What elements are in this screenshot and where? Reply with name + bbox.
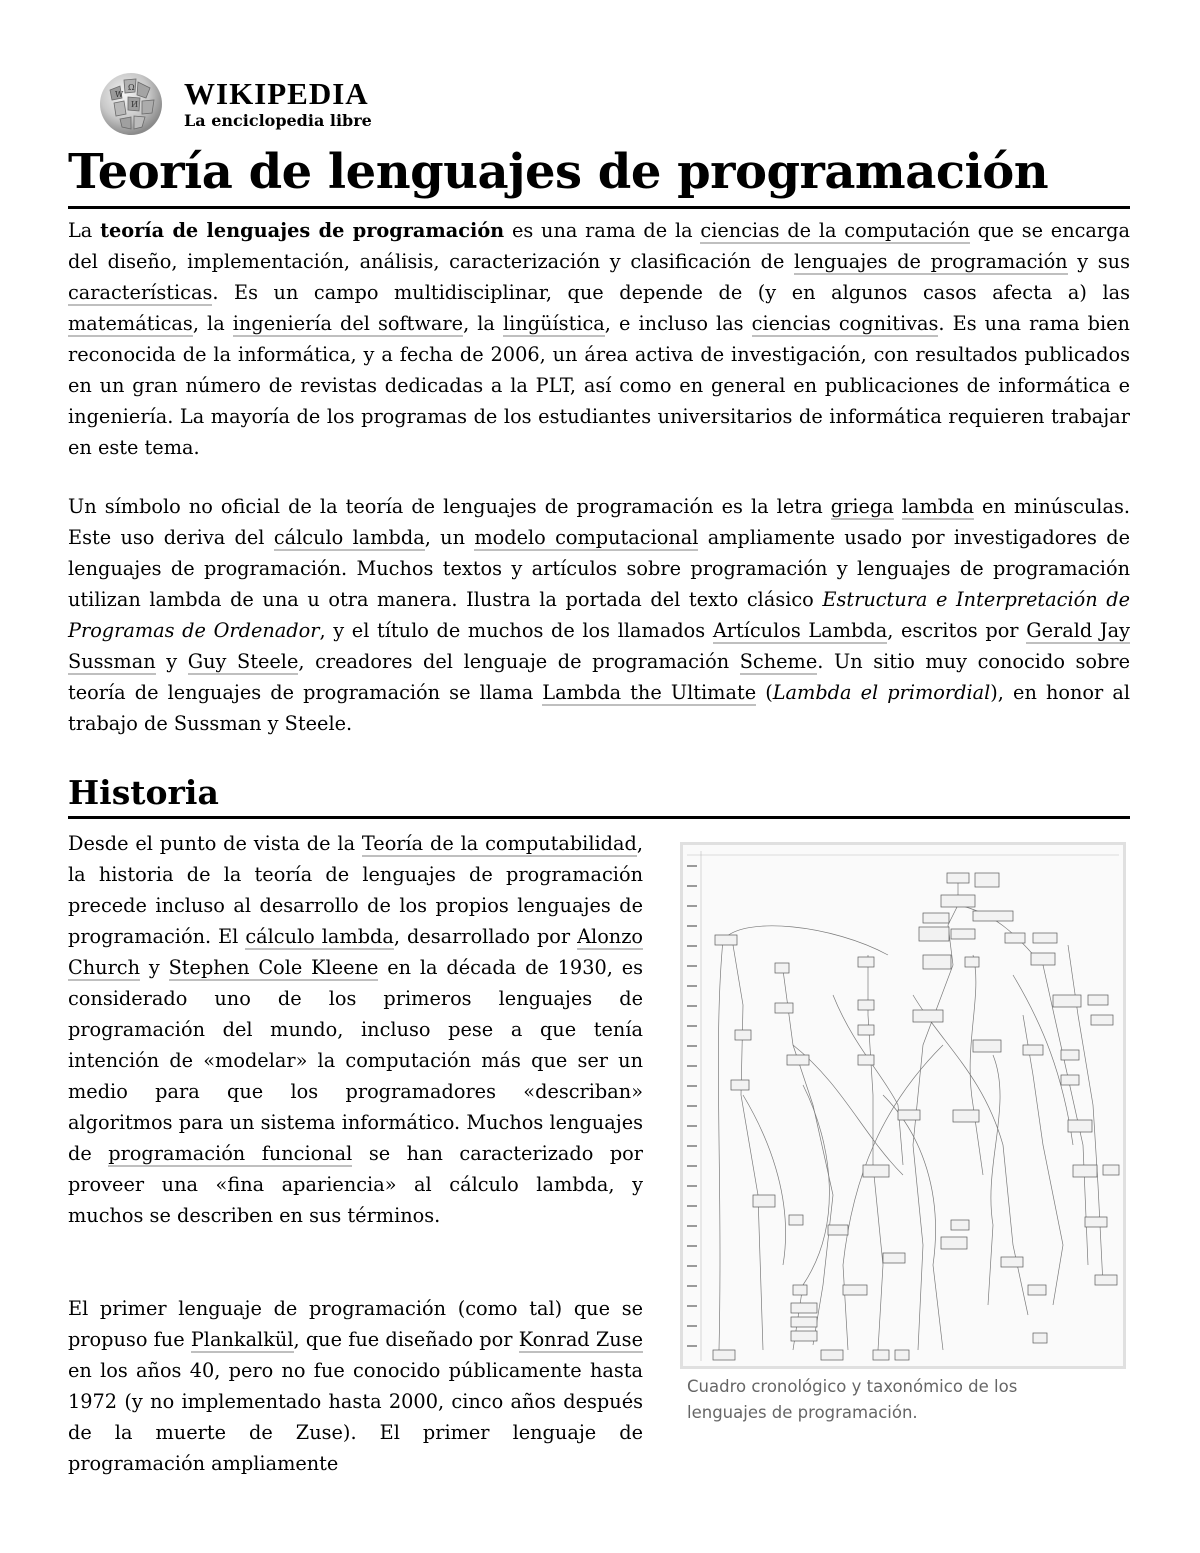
link-konrad-zuse[interactable]: Konrad Zuse bbox=[518, 1328, 643, 1351]
brand bbox=[184, 78, 372, 132]
text-run: , la bbox=[463, 312, 503, 335]
book-title: Estructura e Interpretación de Programas de Ordenador bbox=[68, 588, 1130, 642]
intro-paragraph bbox=[68, 215, 1130, 463]
text-run: , la historia de la teoría de lenguajes de programación precede incluso al desarrollo de los propios lenguajes de programación. El bbox=[68, 832, 643, 948]
text-run: y bbox=[155, 650, 188, 673]
text-run: en los años 40, pero no fue conocido públicamente hasta 1972 (y no implementado hasta 2000, cinco años después de la muerte de Zuse). El primer lenguaje de programación ampliamente bbox=[68, 1359, 643, 1475]
link-alonzo-church[interactable]: Alonzo Church bbox=[68, 925, 643, 979]
link-scheme[interactable]: Scheme bbox=[739, 650, 818, 673]
text-run: Un símbolo no oficial de la teoría de lenguajes de programación es la letra bbox=[68, 495, 831, 518]
link-calculo-lambda[interactable]: cálculo lambda bbox=[273, 526, 425, 549]
page-title: Teoría de lenguajes de programación bbox=[68, 140, 1130, 209]
link-programacion-funcional[interactable]: programación funcional bbox=[108, 1142, 353, 1165]
text-run: , escritos por bbox=[887, 619, 1027, 642]
text-run: ( bbox=[756, 681, 773, 704]
text-run: y bbox=[140, 956, 169, 979]
link-griega[interactable]: griega bbox=[830, 495, 894, 518]
link-lenguajes-programacion[interactable]: lenguajes de programación bbox=[794, 250, 1068, 273]
text-run: se han caracterizado por proveer una «fina apariencia» al cálculo lambda, y muchos se describen en sus términos. bbox=[68, 1142, 644, 1227]
link-articulos-lambda[interactable]: Artículos Lambda bbox=[712, 619, 888, 642]
link-guy-steele[interactable]: Guy Steele bbox=[187, 650, 299, 673]
link-ciencias-computacion[interactable]: ciencias de la computación bbox=[700, 219, 970, 242]
svg-text:Ω: Ω bbox=[128, 83, 135, 92]
text-run: , creadores del lenguaje de programación bbox=[298, 650, 740, 673]
brand-name[interactable]: WIKIPEDIA bbox=[184, 76, 369, 111]
link-modelo-computacional[interactable]: modelo computacional bbox=[474, 526, 699, 549]
svg-text:W: W bbox=[115, 90, 124, 99]
text-run: ampliamente usado por investigadores de lenguajes de programación. Muchos textos y artículos sobre programación y lenguajes de programación utilizan lambda de una u otra manera. Ilustra la portada del texto clásico bbox=[68, 526, 1130, 611]
italic-translation: Lambda el primordial bbox=[772, 681, 991, 704]
text-run: , la bbox=[192, 312, 233, 335]
link-caracteristicas[interactable]: características bbox=[68, 281, 213, 304]
link-teoria-computabilidad[interactable]: Teoría de la computabilidad bbox=[361, 832, 637, 855]
link-linguistica[interactable]: lingüística bbox=[503, 312, 605, 335]
link-plankalkul[interactable]: Plankalkül bbox=[190, 1328, 294, 1351]
text-run: . Un sitio muy conocido sobre teoría de lenguajes de programación se llama bbox=[68, 650, 1130, 704]
link-lambda-the-ultimate[interactable]: Lambda the Ultimate bbox=[542, 681, 757, 704]
chronology-diagram bbox=[683, 845, 1123, 1366]
text-run: . Es una rama bien reconocida de la informática, y a fecha de 2006, un área activa de investigación, con resultados publicados en un gran número de revistas dedicadas a la PLT, así como en general en publicaciones de informática e ingeniería. La mayoría de los programas de los estudiantes universitarios de informática requieren trabajar en este tema. bbox=[68, 312, 1130, 459]
section-heading-historia: Historia bbox=[68, 770, 1130, 819]
link-matematicas[interactable]: matemáticas bbox=[68, 312, 193, 335]
language-chronology-figure[interactable] bbox=[680, 842, 1126, 1369]
historia-paragraph-2 bbox=[68, 1293, 643, 1479]
bold-term: teoría de lenguajes de programación bbox=[100, 219, 505, 242]
text-run: Desde el punto de vista de la bbox=[68, 832, 362, 855]
link-ciencias-cognitivas[interactable]: ciencias cognitivas bbox=[751, 312, 939, 335]
text-run: que se encarga del diseño, implementación, análisis, caracterización y clasificación de bbox=[68, 219, 1130, 273]
text-run: La bbox=[68, 219, 101, 242]
historia-paragraph-1 bbox=[68, 828, 643, 1231]
link-calculo-lambda-2[interactable]: cálculo lambda bbox=[245, 925, 394, 948]
text-run: ), en honor al trabajo de Sussman y Steele. bbox=[68, 681, 1130, 735]
text-run: en minúsculas. Este uso deriva del bbox=[68, 495, 1130, 549]
lambda-paragraph bbox=[68, 491, 1130, 739]
brand-tagline: La enciclopedia libre bbox=[184, 111, 372, 130]
text-run: en la década de 1930, es considerado uno de los primeros lenguajes de programación del mundo, incluso pese a que tenía intención de «modelar» la computación más que ser un medio para que los programadores «describan» algoritmos para un sistema informático. Muchos lenguajes de bbox=[68, 956, 643, 1165]
link-stephen-cole-kleene[interactable]: Stephen Cole Kleene bbox=[168, 956, 379, 979]
text-run: . Es un campo multidisciplinar, que depende de (y en algunos casos afecta a) las bbox=[212, 281, 1130, 304]
link-gerald-jay-sussman[interactable]: Gerald Jay Sussman bbox=[68, 619, 1130, 673]
text-run: El primer lenguaje de programación (como tal) que se propuso fue bbox=[68, 1297, 643, 1351]
text-run bbox=[894, 495, 902, 518]
wikipedia-globe-logo[interactable] bbox=[98, 70, 164, 138]
link-ingenieria-software[interactable]: ingeniería del software bbox=[232, 312, 464, 335]
link-lambda[interactable]: lambda bbox=[901, 495, 974, 518]
figure-caption: Cuadro cronológico y taxonómico de los lenguajes de programación. bbox=[687, 1377, 1018, 1422]
svg-text:И: И bbox=[131, 100, 138, 109]
text-run: y sus bbox=[1067, 250, 1130, 273]
text-run: , que fue diseñado por bbox=[293, 1328, 519, 1351]
text-run: , desarrollado por bbox=[393, 925, 578, 948]
text-run: es una rama de la bbox=[504, 219, 701, 242]
text-run: , e incluso las bbox=[604, 312, 752, 335]
text-run: , un bbox=[424, 526, 475, 549]
text-run: , y el título de muchos de los llamados bbox=[319, 619, 713, 642]
